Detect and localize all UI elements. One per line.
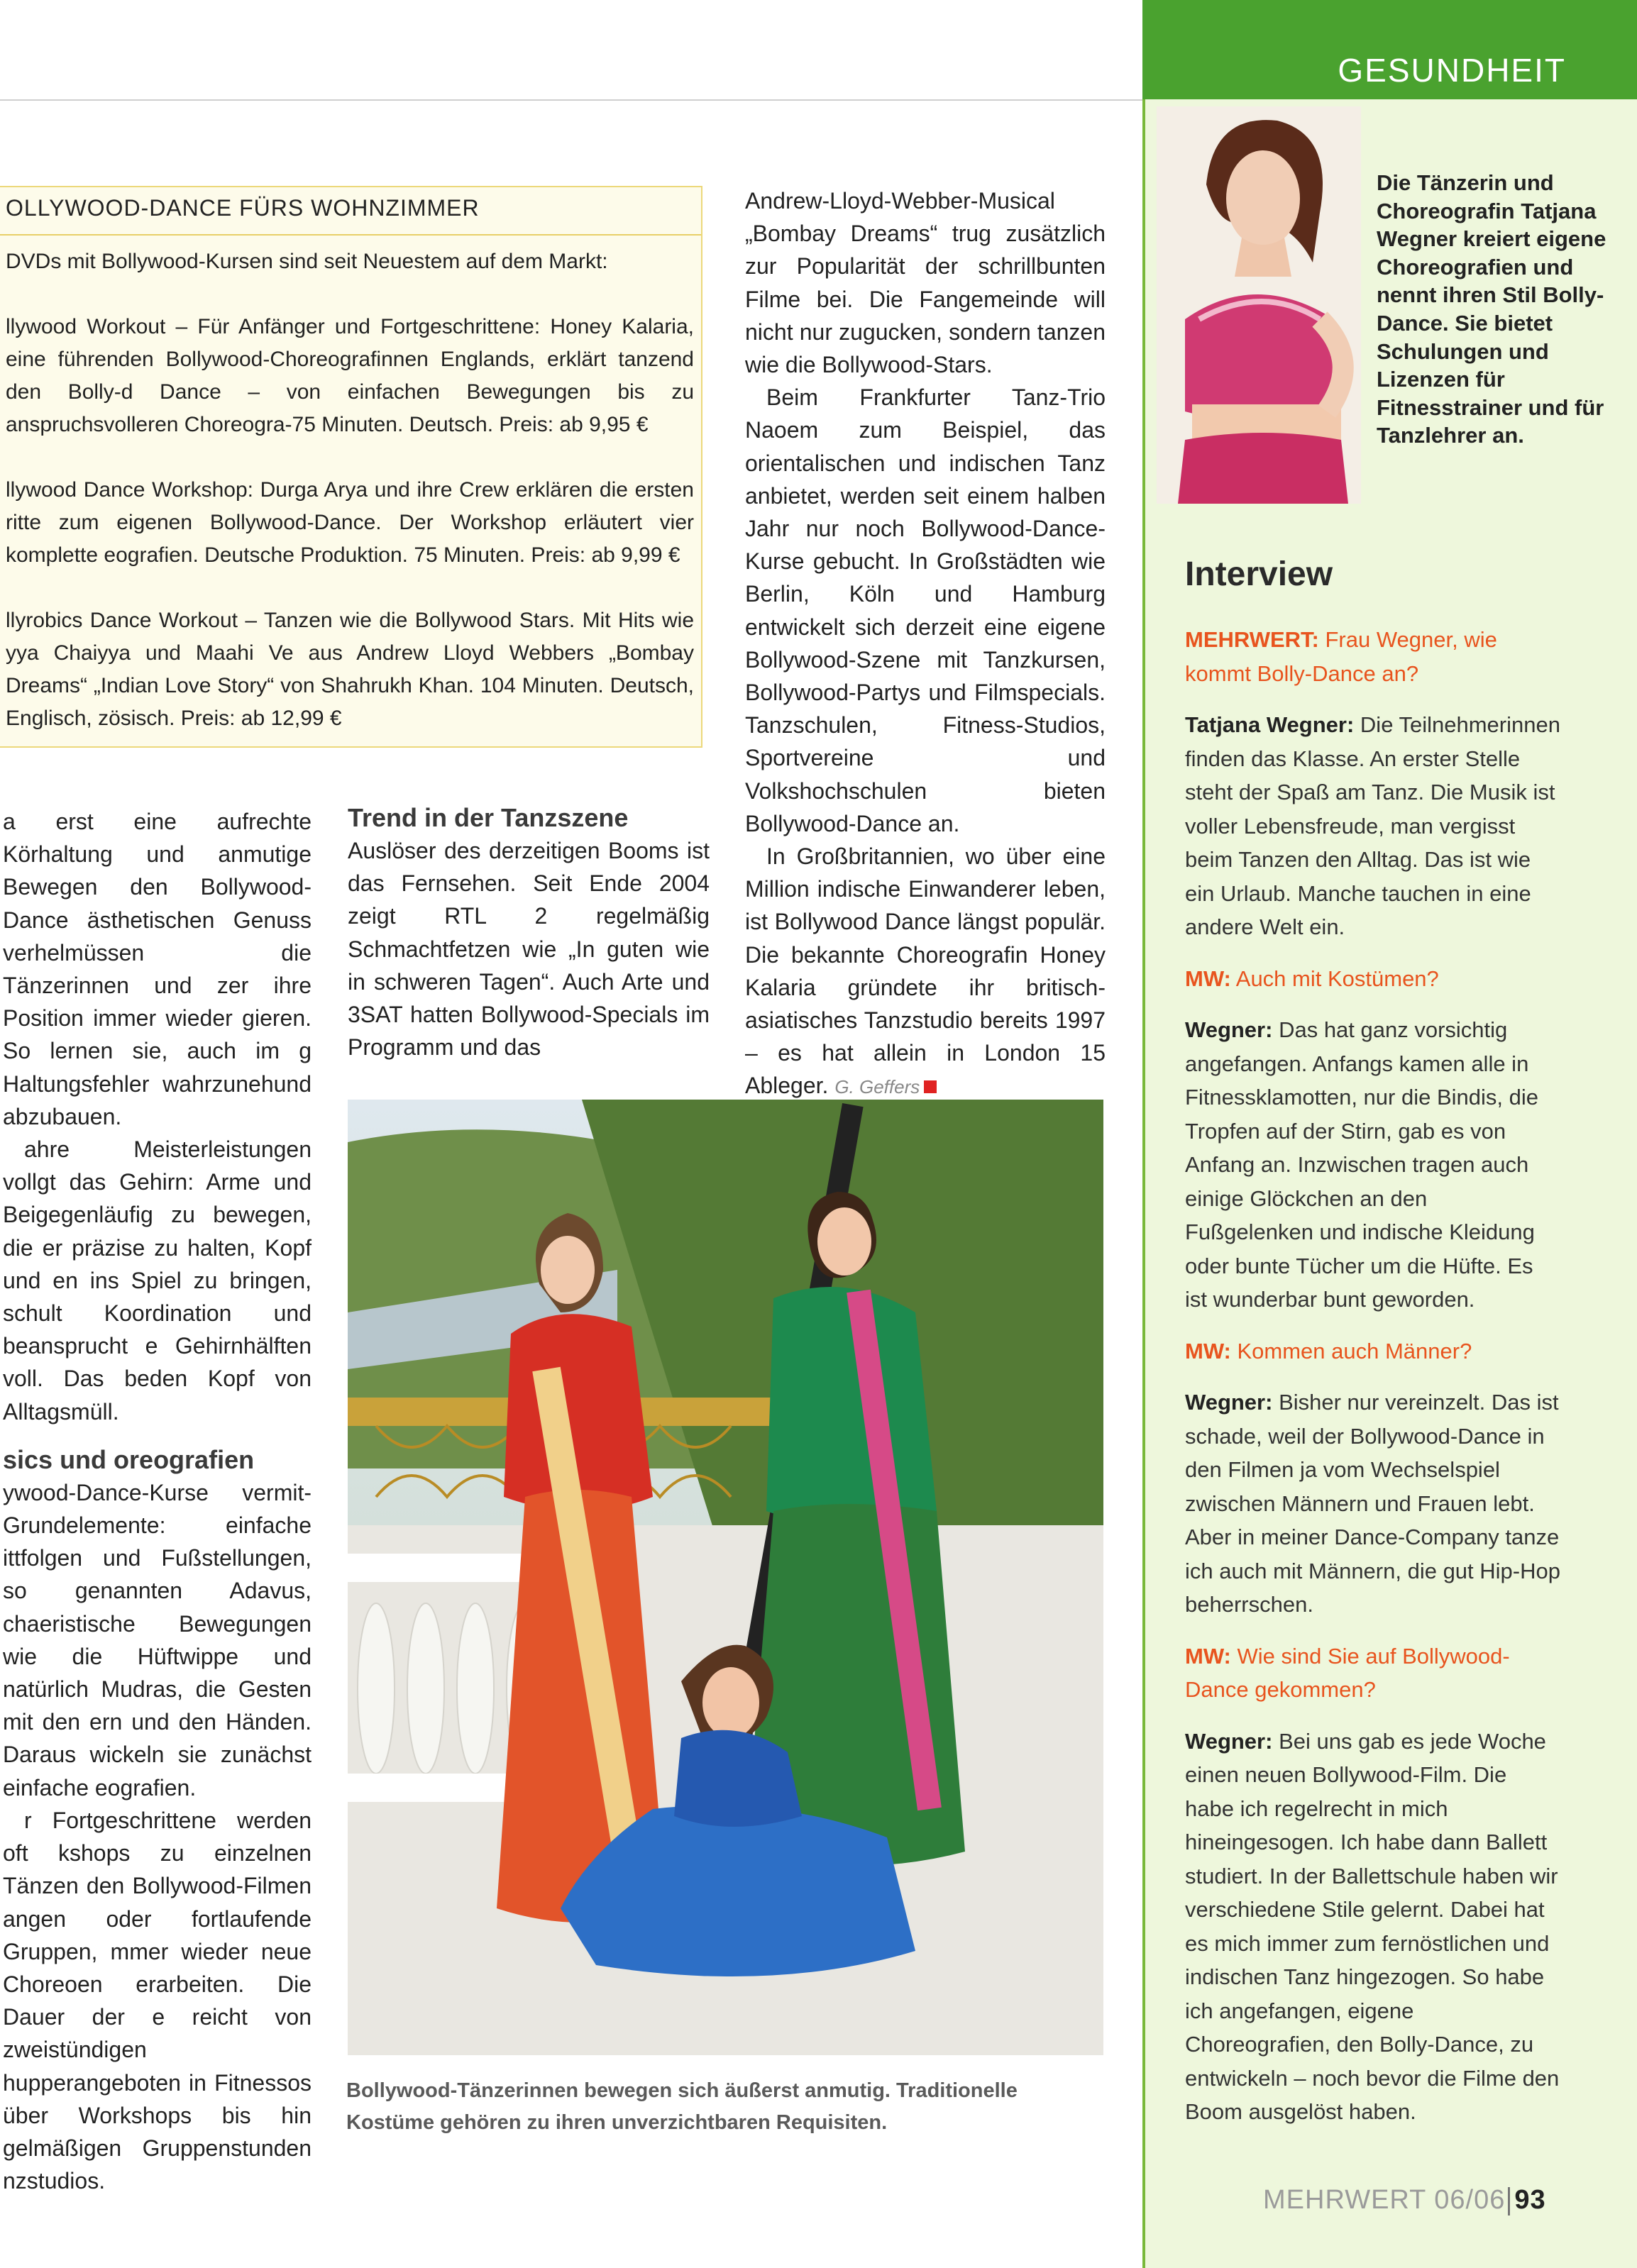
dvd-item-3: llyrobics Dance Workout – Tanzen wie die Bollywood Stars. Mit Hits wie yya Chaiyya und Maahi Ve aus Andrew Lloyd Webbers „Bombay Dreams“ „Indian Love Story“ von Shahrukh Khan. 104 Minuten. Deutsch, Englisch, zösisch. Preis: ab 12,99 € <box>6 609 694 730</box>
left-paragraph-4: r Fortgeschrittene werden oft kshops zu einzelnen Tänzen den Bollywood-Filmen angen oder fortlaufende Gruppen, mmer wieder neue Choreoen erarbeiten. Die Dauer der e reicht von zweistündigen hupperangeboten in Fitnessos über Workshops bis hin gelmäßigen Gruppenstunden nzstudios. <box>3 1807 312 2194</box>
magazine-issue: MEHRWERT 06/06 <box>1263 2185 1506 2215</box>
interview-answer <box>1185 1385 1561 1622</box>
interview-body <box>1185 623 1561 2147</box>
left-paragraph-1: a erst eine aufrechte Körhaltung und anmutige Bewegen den Bollywood-Dance ästhetischen Genuss verhelmüssen die Tänzerinnen und zer ihre Position immer wieder gieren. So lernen sie, auch im g Haltungsfehler wahrzunehund abzubauen. <box>3 809 312 1129</box>
question-label: MW: <box>1185 966 1231 991</box>
interview-question <box>1185 1639 1561 1707</box>
dvd-box-intro: DVDs mit Bollywood-Kursen sind seit Neuestem auf dem Markt: <box>6 250 608 273</box>
left-subheading: sics und oreografien <box>3 1444 255 1474</box>
column-middle <box>348 802 710 1063</box>
interview-title: Interview <box>1185 555 1333 593</box>
footer-divider <box>1508 2187 1510 2216</box>
answer-text: Bisher nur vereinzelt. Das ist schade, weil der Bollywood-Dance in den Filmen ja vom Wechselspiel zwischen Männern und Frauen lebt. Aber in meiner Dance-Company tanze ich auch mit Männern, die gut Hip-Hop beherrschen. <box>1185 1390 1560 1617</box>
top-rule <box>0 99 1142 101</box>
dvd-item-1: llywood Workout – Für Anfänger und Fortgeschrittene: Honey Kalaria, eine führenden Bollywood-Choreografinnen Englands, erklärt tanzend den Bolly-d Dance – von einfachen Bewegungen bis zu anspruchsvolleren Choreogra-75 Minuten. Deutsch. Preis: ab 9,95 € <box>6 315 694 436</box>
answer-label: Wegner: <box>1185 1017 1273 1042</box>
dvd-box-title: OLLYWOOD-DANCE FÜRS WOHNZIMMER <box>6 195 480 221</box>
section-title: GESUNDHEIT <box>1338 52 1566 89</box>
portrait-photo <box>1157 106 1361 504</box>
answer-label: Wegner: <box>1185 1728 1273 1754</box>
interview-answer <box>1185 1013 1561 1317</box>
interview-answer <box>1185 708 1561 944</box>
question-label: MW: <box>1185 1338 1231 1363</box>
page-footer <box>1263 2185 1546 2216</box>
dvd-box-rule <box>0 234 701 236</box>
question-text: Frau Wegner, wie kommt Bolly-Dance an? <box>1185 627 1497 686</box>
question-text: Auch mit Kostümen? <box>1235 966 1439 991</box>
right-paragraph-3: In Großbritannien, wo über eine Million indische Einwanderer leben, ist Bollywood Dance längst populär. Die bekannte Choreografin Honey Kalaria gründete ihr britisch-asiatisches Tanzstudio bereits 1997 – es hat allein in London 15 Ableger. <box>745 843 1106 1099</box>
dvd-item-2: llywood Dance Workshop: Durga Arya und ihre Crew erklären die ersten ritte zum eigenen Bollywood-Dance. Der Workshop erläutert vier komplette eografien. Deutsche Produktion. 75 Minuten. Preis: ab 9,99 € <box>6 478 694 567</box>
end-mark-icon <box>924 1080 937 1093</box>
photo-caption: Bollywood-Tänzerinnen bewegen sich äußerst anmutig. Traditionelle Kostüme gehören zu ihren unverzichtbaren Requisiten. <box>346 2079 1018 2134</box>
right-paragraph-2: Beim Frankfurter Tanz-Trio Naoem zum Beispiel, das orientalischen und indischen Tanz anbietet, werden seit einem halben Jahr nur noch Bollywood-Dance-Kurse gebucht. In Großstädten wie Berlin, Köln und Hamburg entwickelt sich derzeit eine eigene Bollywood-Szene mit Tanzkursen, Bollywood-Partys und Filmspecials. Tanzschulen, Fitness-Studios, Sportvereine und Volkshochschulen bieten Bollywood-Dance an. <box>745 385 1106 836</box>
answer-text: Bei uns gab es jede Woche einen neuen Bollywood-Film. Die habe ich regelrecht in mich hineingesogen. Ich habe dann Ballett studiert. In der Ballettschule haben wir verschiedene Stile gelernt. Dabei hat es mich immer zum fernöstlichen und indischen Tanz hingezogen. So habe ich angefangen, eigene Choreografien, den Bolly-Dance, zu entwickeln – noch bevor die Filme den Boom ausgelöst haben. <box>1185 1728 1560 2124</box>
question-text: Wie sind Sie auf Bollywood-Dance gekommen? <box>1185 1643 1510 1702</box>
middle-paragraph-1: Auslöser des derzeitigen Booms ist das Fernsehen. Seit Ende 2004 zeigt RTL 2 regelmäßig Schmachtfetzen wie „In guten wie in schweren Tagen“. Auch Arte und 3SAT hatten Bollywood-Specials im Programm und das <box>348 838 710 1061</box>
right-paragraph-1: Andrew-Lloyd-Webber-Musical „Bombay Dreams“ trug zusätzlich zur Popularität der schrillbunten Filme bei. Die Fangemeinde will nicht nur zugucken, sondern tanzen wie die Bollywood-Stars. <box>745 188 1106 378</box>
dancers-photo <box>348 1100 1103 2055</box>
answer-label: Tatjana Wegner: <box>1185 712 1355 737</box>
answer-text: Die Teilnehmerinnen finden das Klasse. An erster Stelle steht der Spaß am Tanz. Die Musik ist voller Lebensfreude, man vergisst beim Tanzen den Alltag. Das ist wie ein Urlaub. Manche tauchen in eine andere Welt ein. <box>1185 712 1560 939</box>
interview-question <box>1185 962 1561 996</box>
trend-heading: Trend in der Tanzszene <box>348 803 629 832</box>
answer-label: Wegner: <box>1185 1390 1273 1415</box>
interview-question <box>1185 623 1561 690</box>
author-signature: G. Geffers <box>834 1076 920 1098</box>
portrait-caption: Die Tänzerin und Choreografin Tatjana Wegner kreiert eigene Choreografien und nennt ihren Stil Bolly-Dance. Sie bietet Schulungen und Lizenzen für Fitnesstrainer und für Tanzlehrer an. <box>1377 170 1606 448</box>
question-label: MW: <box>1185 1643 1231 1669</box>
left-paragraph-2: ahre Meisterleistungen vollgt das Gehirn: Arme und Beigegenläufig zu bewegen, die er präzise zu halten, Kopf und en ins Spiel zu bringen, schult Koordination und beansprucht e Gehirnhälften voll. Das beden Kopf von Alltagsmüll. <box>3 1136 312 1425</box>
column-left <box>3 805 312 2197</box>
answer-text: Das hat ganz vorsichtig angefangen. Anfangs kamen alle in Fitnessklamotten, nur die Bindis, die Tropfen auf der Stirn, gab es von Anfang an. Inzwischen tragen auch einige Glöckchen an den Fußgelenken und indische Kleidung oder bunte Tücher um die Hüfte. Es ist wunderbar bunt geworden. <box>1185 1017 1538 1312</box>
question-text: Kommen auch Männer? <box>1237 1338 1472 1363</box>
column-right <box>745 184 1106 1104</box>
page-number: 93 <box>1514 2185 1546 2215</box>
interview-question <box>1185 1334 1561 1368</box>
interview-answer <box>1185 1725 1561 2129</box>
question-label: MEHRWERT: <box>1185 627 1319 652</box>
left-paragraph-3: ywood-Dance-Kurse vermit-Grundelemente: einfache ittfolgen und Fußstellungen, so genannten Adavus, chaeristische Bewegungen wie die Hüftwippe und natürlich Mudras, die Gesten mit den ern und den Händen. Daraus wickeln sie zunächst einfache eografien. <box>3 1479 312 1800</box>
